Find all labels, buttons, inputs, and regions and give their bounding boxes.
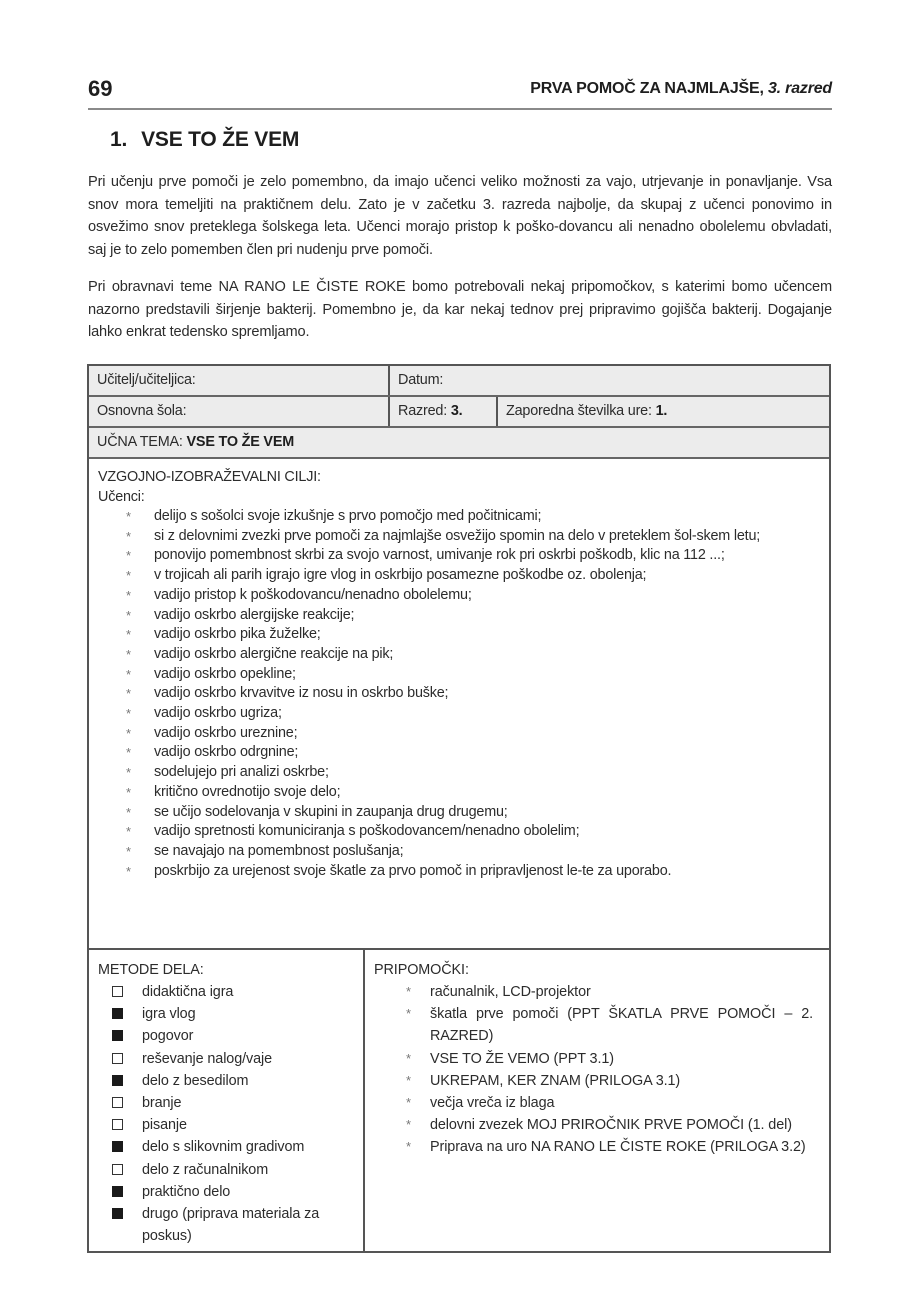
goal-item	[98, 862, 820, 882]
asterisk-bullet-icon: *	[126, 784, 131, 800]
intro-paragraph-2: Pri obravnavi teme NA RANO LE ČISTE ROKE bomo potrebovali nekaj pripomočkov, s katerimi bomo učencem nazorno predstavili širjenje bakterij. Pomembno je, da kar nekaj tednov prej pripravimo gojišča bakterij. Dogajanje lahko enkrat tedensko spremljamo.	[88, 279, 832, 340]
asterisk-bullet-icon: *	[126, 587, 131, 603]
teacher-cell	[89, 366, 388, 395]
asterisk-bullet-icon: *	[126, 568, 131, 584]
method-label: reševanje nalog/vaje	[142, 1050, 273, 1067]
goal-item	[98, 586, 820, 606]
goal-text: vadijo oskrbo ugriza;	[154, 705, 282, 722]
goal-text: vadijo oskrbo pika žuželke;	[154, 626, 321, 643]
checkbox-empty-icon[interactable]	[112, 1119, 123, 1130]
method-label: delo s slikovnim gradivom	[142, 1139, 305, 1156]
goal-text: si z delovnimi zvezki prve pomoči za najmlajše osvežijo spomin na delo v preteklem šol-skem letu;	[154, 527, 761, 544]
asterisk-bullet-icon: *	[126, 666, 131, 682]
method-item[interactable]	[98, 1159, 354, 1181]
goals-list	[98, 507, 820, 881]
method-item[interactable]	[98, 1136, 354, 1158]
asterisk-bullet-icon: *	[126, 725, 131, 741]
goal-item	[98, 803, 820, 823]
goal-item	[98, 684, 820, 704]
table-row-topic	[89, 428, 829, 459]
asterisk-bullet-icon: *	[126, 627, 131, 643]
grade-value: 3.	[450, 403, 463, 419]
running-head-title: PRVA POMOČ ZA NAJMLAJŠE,	[530, 80, 764, 97]
aid-item	[374, 1003, 819, 1047]
asterisk-bullet-icon: *	[126, 509, 131, 524]
goal-item	[98, 822, 820, 842]
topic-value: VSE TO ŽE VEM	[186, 434, 295, 450]
asterisk-bullet-icon: *	[126, 548, 131, 564]
goal-item	[98, 704, 820, 724]
aid-item	[374, 1136, 819, 1158]
methods-list	[98, 981, 354, 1247]
asterisk-bullet-icon: *	[126, 706, 131, 722]
goal-item	[98, 566, 820, 586]
goal-text: v trojicah ali parih igrajo igre vlog in oskrbijo posamezne poškodbe oz. obolenja;	[154, 567, 647, 584]
method-item[interactable]	[98, 1181, 354, 1203]
goal-item	[98, 842, 820, 862]
aid-item	[374, 1092, 819, 1114]
lesson-number-label: Zaporedna številka ure:	[506, 403, 652, 419]
goal-text: vadijo oskrbo odrgnine;	[154, 744, 299, 761]
method-item[interactable]	[98, 1003, 354, 1025]
goal-item	[98, 743, 820, 763]
asterisk-bullet-icon: *	[126, 843, 131, 859]
school-cell	[89, 397, 388, 426]
goal-item	[98, 507, 820, 527]
goal-text: poskrbijo za urejenost svoje škatle za prvo pomoč in pripravljenost le-te za uporabo.	[154, 862, 672, 879]
asterisk-bullet-icon: *	[126, 863, 131, 879]
asterisk-bullet-icon: *	[126, 824, 131, 840]
checkbox-checked-icon[interactable]	[112, 1008, 123, 1019]
goal-item	[98, 724, 820, 744]
goal-item	[98, 783, 820, 803]
aid-item	[374, 1048, 819, 1070]
goal-text: delijo s sošolci svoje izkušnje s prvo pomočjo med počitnicami;	[154, 508, 542, 524]
checkbox-empty-icon[interactable]	[112, 1097, 123, 1108]
school-label: Osnovna šola:	[97, 403, 187, 419]
aids-heading: PRIPOMOČKI:	[374, 962, 469, 978]
section-title	[110, 128, 299, 152]
method-item[interactable]	[98, 1092, 354, 1114]
asterisk-bullet-icon: *	[126, 765, 131, 781]
aids-list	[374, 981, 819, 1159]
goal-text: vadijo oskrbo ureznine;	[154, 724, 298, 741]
aid-text: škatla prve pomoči (PPT ŠKATLA PRVE POMOČI – 2. RAZRED)	[430, 1006, 813, 1045]
aid-text: delovni zvezek MOJ PRIROČNIK PRVE POMOČI (1. del)	[430, 1117, 792, 1134]
lesson-number-cell	[496, 397, 829, 426]
checkbox-empty-icon[interactable]	[112, 1053, 123, 1064]
checkbox-empty-icon[interactable]	[112, 1164, 123, 1175]
goal-text: se učijo sodelovanja v skupini in zaupanja drug drugemu;	[154, 803, 508, 820]
lesson-plan-table	[87, 364, 831, 1253]
section-number: 1.	[110, 128, 128, 151]
method-item[interactable]	[98, 1070, 354, 1092]
checkbox-checked-icon[interactable]	[112, 1030, 123, 1041]
method-item[interactable]	[98, 981, 354, 1003]
date-cell	[388, 366, 829, 395]
method-label: branje	[142, 1095, 182, 1112]
asterisk-bullet-icon: *	[126, 686, 131, 702]
checkbox-checked-icon[interactable]	[112, 1075, 123, 1086]
goal-text: se navajajo na pomembnost poslušanja;	[154, 842, 404, 859]
goal-item	[98, 527, 820, 547]
goal-item	[98, 665, 820, 685]
method-label: drugo (priprava materiala za poskus)	[142, 1206, 320, 1245]
goals-section	[89, 459, 829, 950]
goal-item	[98, 645, 820, 665]
table-row-teacher-date	[89, 366, 829, 397]
asterisk-bullet-icon: *	[406, 1006, 411, 1022]
method-item[interactable]	[98, 1203, 354, 1247]
goal-text: kritično ovrednotijo svoje delo;	[154, 783, 341, 800]
checkbox-checked-icon[interactable]	[112, 1141, 123, 1152]
aid-item	[374, 1114, 819, 1136]
aid-text: računalnik, LCD-projektor	[430, 984, 591, 1000]
asterisk-bullet-icon: *	[406, 1072, 411, 1088]
intro-paragraph-1: Pri učenju prve pomoči je zelo pomembno, da imajo učenci veliko možnosti za vajo, utrjevanje in ponavljanje. Vsa snov mora temeljiti na praktičnem delu. Zato je v začetku 3. razreda najbolje, da skupaj z učenci ponovimo in osvežimo snov preteklega šolskega leta. Učenci morajo pristop k poško-dovancu ali nenadno obolelemu obvladati, saj je to zelo pomemben člen pri nudenju prve pomoči.	[88, 174, 832, 258]
goal-item	[98, 546, 820, 566]
asterisk-bullet-icon: *	[126, 646, 131, 662]
goal-text: vadijo oskrbo alergijske reakcije;	[154, 606, 355, 623]
running-head	[530, 80, 832, 98]
section-title-text: VSE TO ŽE VEM	[141, 128, 300, 151]
method-label: igra vlog	[142, 1006, 196, 1023]
methods-and-aids-row	[89, 950, 829, 1251]
goal-item	[98, 606, 820, 626]
methods-heading: METODE DELA:	[98, 962, 204, 978]
asterisk-bullet-icon: *	[406, 1050, 411, 1066]
date-label: Datum:	[398, 372, 444, 388]
asterisk-bullet-icon: *	[406, 984, 411, 999]
asterisk-bullet-icon: *	[126, 804, 131, 820]
goal-text: vadijo oskrbo opekline;	[154, 665, 296, 682]
topic-label: UČNA TEMA:	[97, 434, 183, 450]
asterisk-bullet-icon: *	[126, 607, 131, 623]
method-item[interactable]	[98, 1048, 354, 1070]
goal-text: vadijo pristop k poškodovancu/nenadno obolelemu;	[154, 586, 472, 603]
aid-text: Priprava na uro NA RANO LE ČISTE ROKE (PRILOGA 3.2)	[430, 1139, 806, 1156]
checkbox-checked-icon[interactable]	[112, 1208, 123, 1219]
goal-text: sodelujejo pri analizi oskrbe;	[154, 764, 329, 781]
goal-text: vadijo oskrbo krvavitve iz nosu in oskrbo buške;	[154, 685, 449, 702]
goal-text: vadijo oskrbo alergične reakcije na pik;	[154, 645, 394, 662]
teacher-label: Učitelj/učiteljica:	[97, 372, 196, 388]
lesson-number-value: 1.	[655, 403, 668, 419]
goals-subheading: Učenci:	[98, 489, 145, 505]
table-row-school-grade	[89, 397, 829, 428]
aid-text: VSE TO ŽE VEMO (PPT 3.1)	[430, 1050, 614, 1067]
aids-section	[365, 950, 829, 1251]
checkbox-checked-icon[interactable]	[112, 1186, 123, 1197]
asterisk-bullet-icon: *	[126, 528, 131, 544]
page-number: 69	[88, 76, 113, 101]
goals-heading: VZGOJNO-IZOBRAŽEVALNI CILJI:	[98, 469, 321, 485]
grade-cell	[388, 397, 496, 426]
goal-text: ponovijo pomembnost skrbi za svojo varnost, umivanje rok pri oskrbi poškodb, klic na 112 ...;	[154, 547, 725, 564]
aid-text: večja vreča iz blaga	[430, 1095, 555, 1112]
page-header	[88, 74, 832, 110]
method-label: delo z računalnikom	[142, 1161, 269, 1178]
method-label: pisanje	[142, 1117, 187, 1134]
checkbox-empty-icon[interactable]	[112, 986, 123, 997]
method-label: pogovor	[142, 1028, 194, 1045]
method-item[interactable]	[98, 1114, 354, 1136]
asterisk-bullet-icon: *	[126, 745, 131, 761]
aid-item	[374, 981, 819, 1003]
asterisk-bullet-icon: *	[406, 1139, 411, 1155]
goal-text: vadijo spretnosti komuniciranja s poškodovancem/nenadno obolelim;	[154, 823, 580, 840]
aid-item	[374, 1070, 819, 1092]
goal-item	[98, 763, 820, 783]
asterisk-bullet-icon: *	[406, 1095, 411, 1111]
aid-text: UKREPAM, KER ZNAM (PRILOGA 3.1)	[430, 1072, 681, 1089]
method-item[interactable]	[98, 1025, 354, 1047]
running-head-grade: 3. razred	[767, 80, 832, 97]
method-label: praktično delo	[142, 1183, 231, 1200]
methods-section	[89, 950, 365, 1251]
grade-label: Razred:	[398, 403, 447, 419]
method-label: delo z besedilom	[142, 1072, 249, 1089]
method-label: didaktična igra	[142, 984, 234, 1000]
topic-cell	[89, 428, 829, 457]
asterisk-bullet-icon: *	[406, 1117, 411, 1133]
goal-item	[98, 625, 820, 645]
